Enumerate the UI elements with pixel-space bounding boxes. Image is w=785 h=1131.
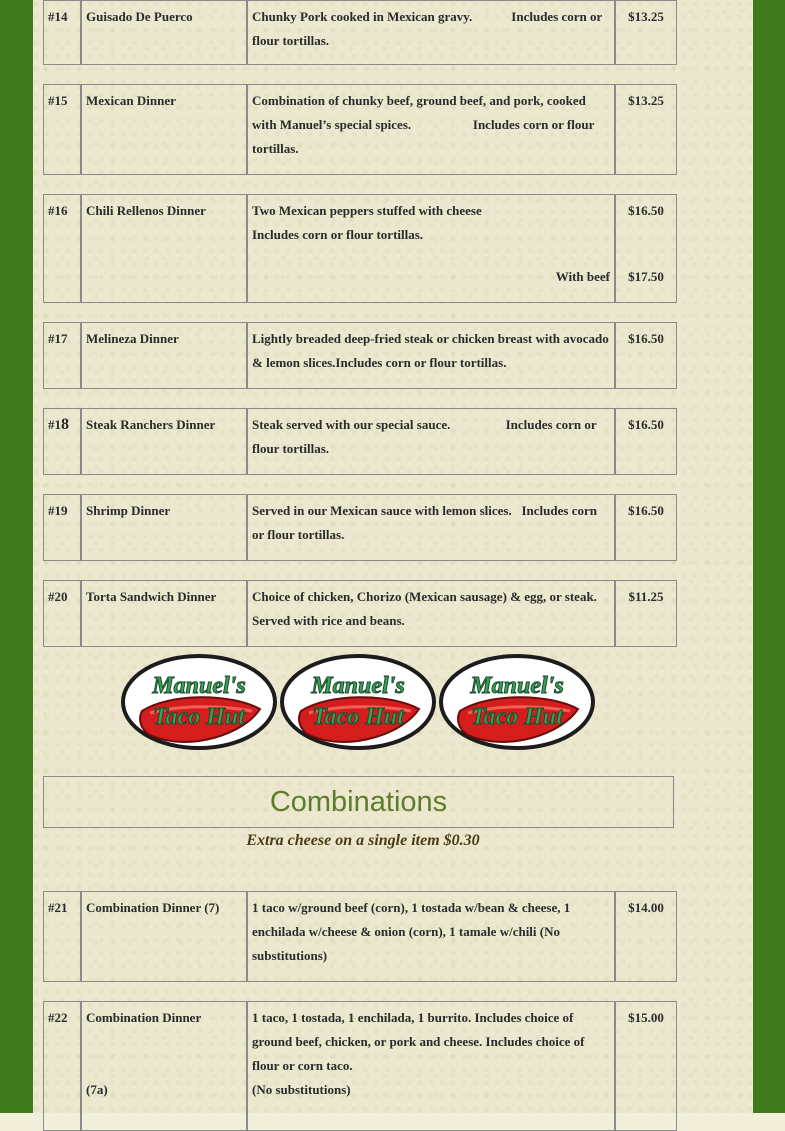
item-price: $16.50 xyxy=(615,408,677,475)
combinations-header-box xyxy=(43,776,674,828)
menu-item-18 xyxy=(43,408,677,475)
item-number: #17 xyxy=(43,322,81,389)
item-description: Served in our Mexican sauce with lemon slices. Includes corn or flour tortillas. xyxy=(247,494,615,561)
item-price: $16.50 xyxy=(615,494,677,561)
item-price: $16.50 xyxy=(615,322,677,389)
item-price: $14.00 xyxy=(615,891,677,982)
item-name: Chili Rellenos Dinner xyxy=(81,194,247,303)
logo-line2: Taco Hut xyxy=(471,704,563,730)
item-description: Lightly breaded deep-fried steak or chicken breast with avocado & lemon slices.Includes corn or flour tortillas. xyxy=(247,322,615,389)
item-number: #14 xyxy=(43,0,81,65)
item-description: 1 taco, 1 tostada, 1 enchilada, 1 burrito. Includes choice of ground beef, chicken, or pork and cheese. Includes choice of flour or corn taco. (No substitutions) xyxy=(247,1001,615,1131)
item-number: #16 xyxy=(43,194,81,303)
item-name: Combination Dinner (7) xyxy=(81,891,247,982)
item-number: #18 xyxy=(43,408,81,475)
menu-item-17 xyxy=(43,322,677,389)
item-number: #19 xyxy=(43,494,81,561)
item-description: Combination of chunky beef, ground beef, and pork, cooked with Manuel’s special spices. Includes corn or flour tortillas. xyxy=(247,84,615,175)
menu-item-15 xyxy=(43,84,677,175)
with-beef-price: $17.50 xyxy=(628,269,664,284)
taco-hut-logo xyxy=(120,653,278,751)
item-price: $13.25 xyxy=(615,0,677,65)
item-price: $13.25 xyxy=(615,84,677,175)
logo-line2: Taco Hut xyxy=(312,704,404,730)
item-price: $15.00 xyxy=(615,1001,677,1131)
menu-item-21 xyxy=(43,891,677,982)
taco-hut-logo xyxy=(279,653,437,751)
item-number: #20 xyxy=(43,580,81,647)
combinations-heading: Combinations xyxy=(269,786,448,818)
item-description: Chunky Pork cooked in Mexican gravy. Includes corn or flour tortillas. xyxy=(247,0,615,65)
item-name: Shrimp Dinner xyxy=(81,494,247,561)
item-name: Guisado De Puerco xyxy=(81,0,247,65)
menu-item-14 xyxy=(43,0,677,65)
item-description: Steak served with our special sauce. Includes corn or flour tortillas. xyxy=(247,408,615,475)
left-border-stripe xyxy=(0,0,33,1113)
logo-row xyxy=(120,653,600,753)
right-border-stripe xyxy=(753,0,785,1113)
item-number: #15 xyxy=(43,84,81,175)
menu-item-22 xyxy=(43,1001,677,1131)
logo-line2: Taco Hut xyxy=(153,704,245,730)
item-price: $11.25 xyxy=(615,580,677,647)
logo-line1: Manuel's xyxy=(152,673,246,699)
taco-hut-logo xyxy=(438,653,596,751)
menu-item-16 xyxy=(43,194,677,303)
item-description: Two Mexican peppers stuffed with cheese Includes corn or flour tortillas. With beef xyxy=(247,194,615,303)
item-number: #22 xyxy=(43,1001,81,1131)
item-description: Choice of chicken, Chorizo (Mexican sausage) & egg, or steak. Served with rice and beans. xyxy=(247,580,615,647)
extra-cheese-note: Extra cheese on a single item $0.30 xyxy=(246,832,480,849)
item-name-suffix: (7a) xyxy=(86,1082,108,1097)
menu-item-19 xyxy=(43,494,677,561)
item-name: Torta Sandwich Dinner xyxy=(81,580,247,647)
item-description: 1 taco w/ground beef (corn), 1 tostada w/bean & cheese, 1 enchilada w/cheese & onion (corn), 1 tamale w/chili (No substitutions) xyxy=(247,891,615,982)
logo-line1: Manuel's xyxy=(470,673,564,699)
item-price: $16.50 $17.50 xyxy=(615,194,677,303)
item-name: Combination Dinner (7a) xyxy=(81,1001,247,1131)
item-name: Mexican Dinner xyxy=(81,84,247,175)
item-name: Melineza Dinner xyxy=(81,322,247,389)
with-beef-option: With beef xyxy=(555,269,610,284)
item-number: #21 xyxy=(43,891,81,982)
item-name: Steak Ranchers Dinner xyxy=(81,408,247,475)
menu-item-20 xyxy=(43,580,677,647)
logo-line1: Manuel's xyxy=(311,673,405,699)
